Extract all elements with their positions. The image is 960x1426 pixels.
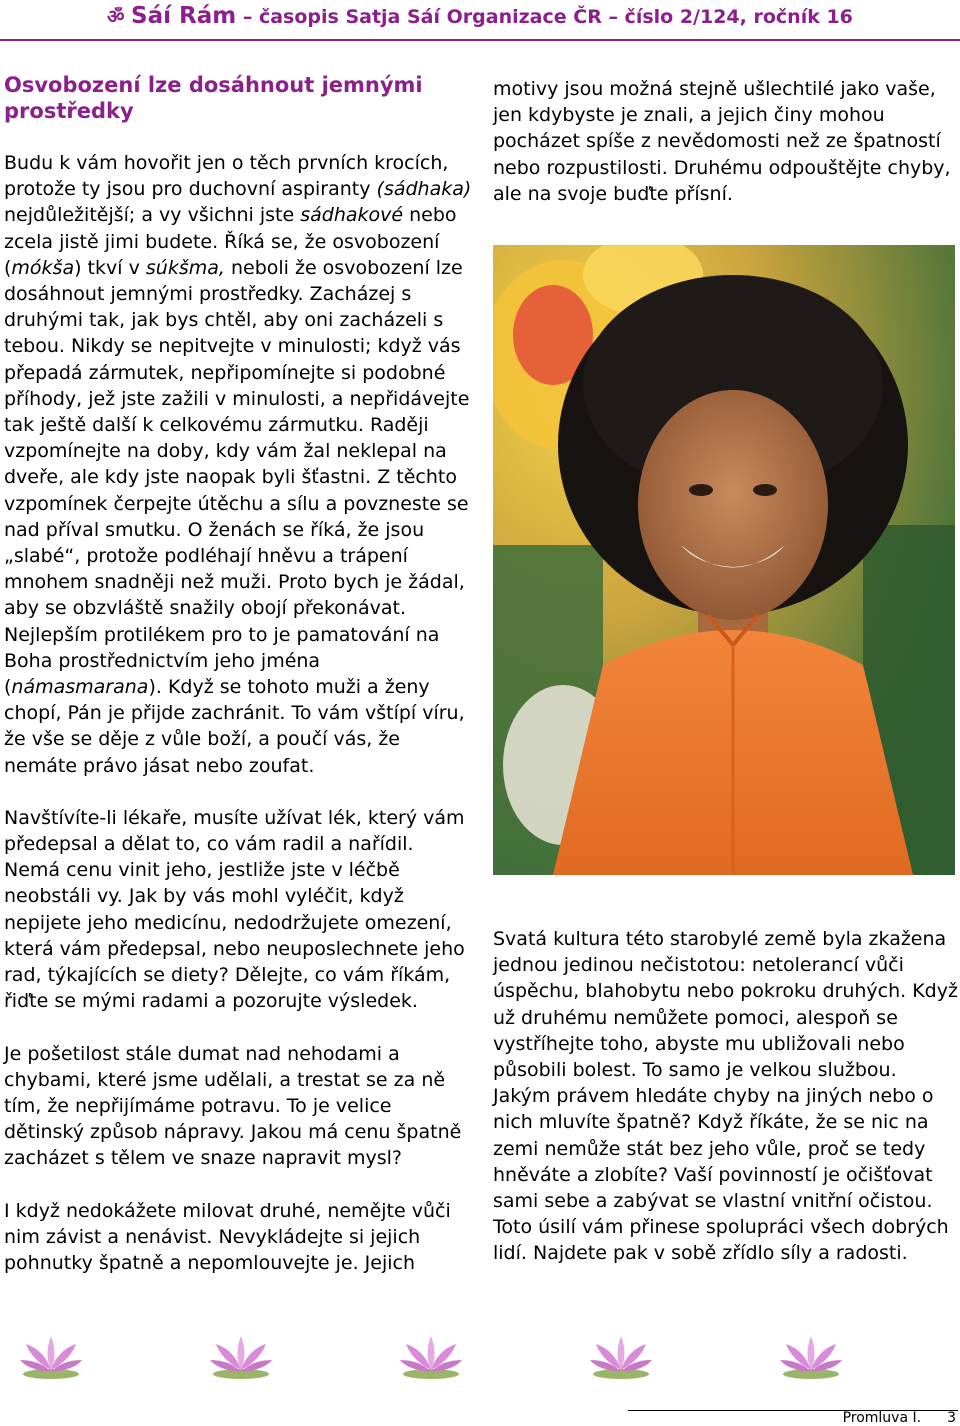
om-symbol: ॐ <box>107 6 125 28</box>
lotus-icon <box>398 1330 464 1380</box>
paragraph-right-2: Svatá kultura této starobylé země byla zkažena jednou jedinou nečistotou: netolerancí vůči úspěchu, blahobytu nebo pokroku druhých. Když už druhému nemůžete pomoci, alespoň se vystříhejte toho, abyste mu ubližovali nebo působili bolest. To samo je velkou službou. Jakým právem hledáte chyby na jiných nebo o nich mluvíte špatně? Když říkáte, že se nic na zemi nemůže stát bez jeho vůle, proč se tedy hněváte a zlobíte? Vaší povinností je očišťovat sami sebe a zabývat se vlastní vnitřní očistou. Toto úsilí vám přinese spolupráci všech dobrých lidí. Najdete pak v sobě zřídlo síly a radosti. <box>493 928 958 1265</box>
page-header <box>0 0 960 36</box>
right-column-top <box>493 76 958 207</box>
lotus-icon <box>588 1330 654 1380</box>
paragraph-2: Navštívíte-li lékaře, musíte užívat lék, který vám předepsal a dělat to, co vám radil a nařídil. Nemá cenu vinit jeho, jestliže jste v léčbě neobstáli vy. Jak by vás mohl vyléčit, když nepijete jeho medicínu, nedodržujete omezení, která vám předepsal, nebo neuposlechnete jeho rad, týkajících se diety? Dělejte, co vám říkám, řiďte se mými radami a pozorujte výsledek. <box>4 806 465 1013</box>
spacer <box>4 1015 474 1041</box>
paragraph-right-1: motivy jsou možná stejně ušlechtilé jako vaše, jen kdybyste je znali, a jejich činy mohou pocházet spíše z nevědomosti než ze špatností nebo rozpustilosti. Druhému odpouštějte chyby, ale na svoje buďte přísní. <box>493 78 951 205</box>
header-title-line <box>0 3 960 29</box>
lotus-icon <box>208 1330 274 1380</box>
section-heading: Osvobození lze dosáhnout jemnými prostředky <box>4 73 423 123</box>
lotus-icon <box>778 1330 844 1380</box>
page-number: 3 <box>947 1410 956 1426</box>
magazine-subtitle: – časopis Satja Sáí Organizace ČR – číslo 2/124, ročník 16 <box>242 6 853 28</box>
paragraph-1: Budu k vám hovořit jen o těch prvních krocích, protože ty jsou pro duchovní aspiranty (sádhaka) nejdůležitější; a vy všichni jste sádhakové nebo zcela jistě jimi budete. Říká se, že osvobození (mókša) tkví v súkšma, neboli že osvobození lze dosáhnout jemnými prostředky. Zacházej s druhými tak, jak bys chtěl, aby oni zacházeli s tebou. Nikdy se nepitvejte v minulosti; když vás přepadá zármutek, nepřipomínejte si podobné příhody, jež jste zažili v minulosti, a nepřidávejte tak ještě další k celkovému zármutku. Raději vzpomínejte na doby, kdy vám žal neklepal na dveře, ale kdy jste naopak byli šťastni. Z těchto vzpomínek čerpejte útěchu a sílu a povzneste se nad příval smutku. O ženách se říká, že jsou „slabé“, protože podléhají hněvu a trápení mnohem snadněji než muži. Proto bych je žádal, aby se obzvláště snažily obojí překonávat. Nejlepším protilékem pro to je pamatování na Boha prostřednictvím jeho jména (námasmarana). Když se tohoto muži a ženy chopí, Pán je přijde zachránit. To vám vštípí víru, že vše se děje z vůle boží, a poučí vás, že nemáte právo jásat nebo zoufat. <box>4 152 472 777</box>
left-column <box>4 72 474 1276</box>
page-footer <box>843 1410 956 1426</box>
portrait-photo <box>493 245 955 875</box>
lotus-icon <box>18 1330 84 1380</box>
portrait-illustration <box>493 245 955 875</box>
magazine-title: Sáí Rám <box>131 3 237 29</box>
header-divider <box>0 39 960 41</box>
lotus-decoration-row <box>0 1330 960 1385</box>
paragraph-3: Je pošetilost stále dumat nad nehodami a chybami, které jsme udělali, a trestat se za ně tím, že nepřijímáme potravu. To je velice dětinský způsob nápravy. Jakou má cenu špatně zacházet s tělem ve snaze napravit mysl? <box>4 1042 462 1170</box>
spacer <box>4 1172 474 1198</box>
spacer <box>4 779 474 805</box>
paragraph-4: I když nedokážete milovat druhé, nemějte vůči nim závist a nenávist. Nevykládejte si jejich pohnutky špatně a nepomlouvejte je. Jejich <box>4 1199 451 1274</box>
right-column-bottom <box>493 926 958 1267</box>
footer-section-label: Promluva I. <box>842 1410 922 1426</box>
